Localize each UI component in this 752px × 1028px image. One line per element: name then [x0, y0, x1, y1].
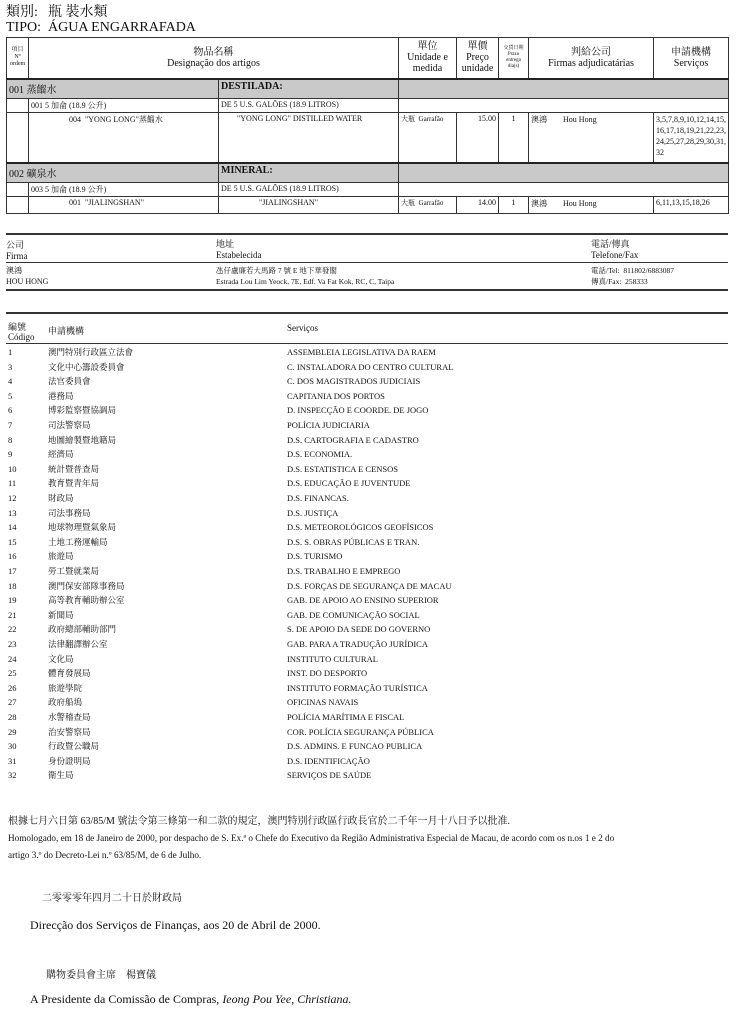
service-row — [0, 463, 752, 477]
service-zh: 新聞局 — [48, 609, 74, 620]
telefone-label: 電話/傳真 Telefone/Fax — [591, 239, 639, 260]
service-zh: 勞工暨就業局 — [48, 566, 100, 576]
service-code: 6 — [8, 405, 13, 416]
col-preco: 單價 Preço unidade — [457, 38, 499, 79]
service-code: 18 — [8, 580, 17, 591]
service-pt: D.S. FINANCAS. — [287, 493, 349, 503]
firm-phone-fax: 電話/Tel: 811802/6883087 傳真/Fax: 258333 — [591, 266, 674, 286]
signer-pt: A Presidente da Comissão de Compras, Ieong Pou Yee, Christiana. — [30, 992, 352, 1006]
service-code: 10 — [8, 463, 17, 474]
table-header-row — [7, 38, 729, 79]
col-servicos: 申請機構 Serviços — [654, 38, 729, 79]
service-zh: 文化局 — [48, 653, 74, 664]
service-row — [0, 361, 752, 375]
service-row — [0, 682, 752, 696]
service-pt: D.S. ESTATISTICA E CENSOS — [287, 463, 399, 474]
approval-pt-2: artigo 3.º do Decreto-Lei n.º 63/85/M, de 6 de Julho. — [8, 850, 202, 860]
service-zh: 旅遊局 — [48, 551, 74, 562]
service-row — [0, 419, 752, 433]
service-code: 29 — [8, 726, 17, 737]
services-header: Serviços — [287, 323, 318, 333]
category-label: 類別: — [6, 5, 38, 20]
service-row — [0, 755, 752, 769]
service-pt: OFICINAS NAVAIS — [287, 697, 359, 708]
service-pt: D.S. TURISMO — [287, 551, 343, 562]
service-code: 26 — [8, 682, 17, 693]
service-code: 16 — [8, 551, 17, 562]
service-pt: INSTITUTO CULTURAL — [287, 653, 378, 664]
service-zh: 司法事務局 — [48, 507, 91, 518]
service-zh: 地圖繪製暨地籍局 — [48, 434, 117, 445]
service-code: 12 — [8, 493, 17, 503]
service-zh: 澳門特別行政區立法會 — [48, 347, 134, 357]
service-zh: 法官委員會 — [48, 376, 91, 387]
service-pt: COR. POLÍCIA SEGURANÇA PÚBLICA — [287, 726, 434, 737]
divider — [6, 312, 728, 314]
service-zh: 財政局 — [48, 493, 74, 503]
service-zh: 經濟局 — [48, 449, 74, 460]
service-pt: GAB. PARA A TRADUÇÃO JURÍDICA — [287, 639, 428, 649]
service-code: 19 — [8, 595, 17, 606]
service-row — [0, 536, 752, 550]
service-row — [0, 594, 752, 608]
service-row — [0, 375, 752, 389]
service-row — [0, 740, 752, 754]
service-pt: D.S. EDUCAÇÃO E JUVENTUDE — [287, 478, 411, 489]
service-pt: ASSEMBLEIA LEGISLATIVA DA RAEM — [287, 347, 436, 357]
firm-name: 澳鴻 HOU HONG — [6, 266, 49, 286]
service-pt: D. INSPECÇÃO E COORDE. DE JOGO — [287, 405, 429, 416]
service-row — [0, 623, 752, 637]
service-zh: 政府船塢 — [48, 697, 83, 708]
service-code: 1 — [8, 347, 13, 357]
service-zh: 地球物理暨氣象局 — [48, 522, 117, 533]
col-unidade: 單位 Unidade e medida — [399, 38, 457, 79]
service-pt: C. DOS MAGISTRADOS JUDICIAIS — [287, 376, 421, 387]
service-code: 21 — [8, 609, 17, 620]
service-pt: D.S. FORÇAS DE SEGURANÇA DE MACAU — [287, 580, 452, 591]
service-zh: 身份證明局 — [48, 755, 91, 766]
service-code: 14 — [8, 522, 17, 533]
service-row — [0, 521, 752, 535]
service-pt: D.S. TRABALHO E EMPREGO — [287, 566, 401, 576]
service-pt: POLÍCIA MARÍTIMA E FISCAL — [287, 712, 405, 722]
group-row-distilled: 001 蒸餾水 DESTILADA: — [7, 79, 729, 99]
col-firmas: 判給公司 Firmas adjudicatárias — [529, 38, 654, 79]
service-zh: 法律翻譯辦公室 — [48, 639, 108, 649]
service-zh: 高等教育輔助辦公室 — [48, 595, 125, 606]
service-zh: 博彩監察暨協調局 — [48, 405, 117, 416]
service-code: 17 — [8, 566, 17, 576]
service-zh: 文化中心籌設委員會 — [48, 361, 125, 372]
group-row-mineral: 002 礦泉水 MINERAL: — [7, 163, 729, 183]
divider — [6, 233, 728, 235]
service-pt: D.S. S. OBRAS PÚBLICAS E TRAN. — [287, 536, 420, 547]
divider — [6, 343, 728, 344]
service-code: 31 — [8, 755, 17, 766]
col-prazo: 交貨日期 Prazo entrega dia(s) — [499, 38, 529, 79]
divider — [6, 289, 728, 291]
service-pt: D.S. IDENTIFICAÇÃO — [287, 755, 370, 766]
service-row — [0, 565, 752, 579]
service-row — [0, 448, 752, 462]
service-zh: 統計暨普查局 — [48, 463, 100, 474]
service-zh: 行政暨公職局 — [48, 741, 100, 752]
service-code: 7 — [8, 420, 13, 430]
service-code: 9 — [8, 449, 13, 460]
type-line — [6, 20, 196, 35]
service-row — [0, 609, 752, 623]
service-zh: 港務局 — [48, 390, 74, 401]
service-row — [0, 667, 752, 681]
service-code: 11 — [8, 478, 17, 489]
service-code: 32 — [8, 770, 17, 781]
address-label: 地址 Estabelecida — [216, 239, 262, 260]
service-code: 30 — [8, 741, 17, 752]
firm-address: 氹仔盧廉若大馬路 7 號 E 地下華發閣 Estrada Lou Lim Yeock, 7E, Edf. Va Fat Kok, RC, C, Taipa — [216, 266, 395, 286]
service-row — [0, 550, 752, 564]
service-pt: SERVIÇOS DE SAÚDE — [287, 770, 372, 781]
service-pt: CAPITANIA DOS PORTOS — [287, 390, 385, 401]
service-code: 5 — [8, 390, 13, 401]
service-row — [0, 404, 752, 418]
service-zh: 治安警察局 — [48, 726, 91, 737]
type-label: TIPO: — [6, 20, 41, 35]
service-pt: C. INSTALADORA DO CENTRO CULTURAL — [287, 361, 454, 372]
service-code: 24 — [8, 653, 17, 664]
service-pt: D.S. ECONOMIA. — [287, 449, 353, 460]
service-row — [0, 580, 752, 594]
service-code: 25 — [8, 668, 17, 679]
service-pt: GAB. DE COMUNICAÇÃO SOCIAL — [287, 609, 420, 620]
service-zh: 政府總部輔助部門 — [48, 624, 117, 635]
service-pt: POLÍCIA JUDICIARIA — [287, 420, 370, 430]
service-zh: 水警稽查局 — [48, 712, 91, 722]
service-pt: D.S. ADMINS. E FUNCAO PUBLICA — [287, 741, 423, 752]
approval-zh: 根據七月六日第 63/85/M 號法令第三條第一和二款的規定，澳門特別行政區行政長官於二千年一月十八日予以批准. — [8, 816, 510, 827]
col-ordem: 項目 Nº ordem — [7, 38, 29, 79]
service-row — [0, 711, 752, 725]
service-code: 4 — [8, 376, 13, 387]
service-pt: GAB. DE APOIO AO ENSINO SUPERIOR — [287, 595, 439, 606]
items-table — [6, 37, 729, 214]
category-value: 瓶 裝水類 — [48, 5, 108, 20]
col-designacao: 物品名稱 Designação dos artigos — [29, 38, 399, 79]
service-row — [0, 507, 752, 521]
service-pt: D.S. METEOROLÓGICOS GEOFÍSICOS — [287, 522, 434, 533]
service-code: 28 — [8, 712, 17, 722]
service-zh: 旅遊學院 — [48, 682, 83, 693]
signer-zh: 購物委員會主席 楊寶儀 — [46, 970, 156, 981]
service-zh: 司法警察局 — [48, 420, 91, 430]
service-row — [0, 653, 752, 667]
category-line — [6, 5, 108, 20]
service-pt: D.S. JUSTIÇA — [287, 507, 339, 518]
service-code: 8 — [8, 434, 13, 445]
service-pt: INSTITUTO FORMAÇÃO TURÍSTICA — [287, 682, 428, 693]
service-pt: S. DE APOIO DA SEDE DO GOVERNO — [287, 624, 431, 635]
service-row — [0, 434, 752, 448]
item-row: 001 "JIALINGSHAN" "JIALINGSHAN" 大瓶 Garrafão 14.00 1 澳鴻 Hou Hong 6,11,13,15,18,26 — [7, 196, 729, 213]
service-code: 27 — [8, 697, 17, 708]
agency-header: 申請機構 — [48, 326, 85, 336]
subgroup-row: 001 5 加侖 (18.9 公升) DE 5 U.S. GALÕES (18.9 LITROS) — [7, 98, 729, 112]
service-row — [0, 390, 752, 404]
service-row — [0, 726, 752, 740]
approval-pt-1: Homologado, em 18 de Janeiro de 2000, por despacho de S. Ex.ª o Chefe do Executivo da Região Administrativa Especial de Macau, de acordo com os n.os 1 e 2 do — [8, 833, 615, 843]
service-zh: 教育暨青年局 — [48, 478, 100, 489]
service-row — [0, 769, 752, 783]
service-row — [0, 638, 752, 652]
service-code: 3 — [8, 361, 13, 372]
service-code: 23 — [8, 639, 17, 649]
service-zh: 澳門保安部隊事務局 — [48, 580, 125, 591]
service-pt: INST. DO DESPORTO — [287, 668, 368, 679]
service-row — [0, 477, 752, 491]
firm-label: 公司 Firma — [6, 240, 28, 261]
type-value: ÁGUA ENGARRAFADA — [48, 20, 196, 35]
code-header: 編號 Código — [8, 322, 35, 342]
service-code: 15 — [8, 536, 17, 547]
service-pt: D.S. CARTOGRAFIA E CADASTRO — [287, 434, 419, 445]
service-zh: 土地工務運輸局 — [48, 536, 108, 547]
divider — [6, 262, 728, 263]
date-zh: 二零零零年四月二十日於財政局 — [42, 893, 182, 904]
item-row: 004 "YONG LONG"蒸餾水 "YONG LONG" DISTILLED WATER 大瓶 Garrafão 15.00 1 澳鴻 Hou Hong 3,5,7,8,9,10,12,14,15,16,17,18,19,21,22,23,24,25,27,28,29,30,31,32 — [7, 112, 729, 163]
subgroup-row: 003 5 加侖 (18.9 公升) DE 5 U.S. GALÕES (18.9 LITROS) — [7, 182, 729, 196]
service-zh: 衛生局 — [48, 770, 74, 781]
date-pt: Direcção dos Serviços de Finanças, aos 20 de Abril de 2000. — [30, 918, 321, 932]
service-row — [0, 346, 752, 360]
service-code: 13 — [8, 507, 17, 518]
service-row — [0, 492, 752, 506]
service-code: 22 — [8, 624, 17, 635]
service-row — [0, 696, 752, 710]
service-zh: 體育發展局 — [48, 668, 91, 679]
